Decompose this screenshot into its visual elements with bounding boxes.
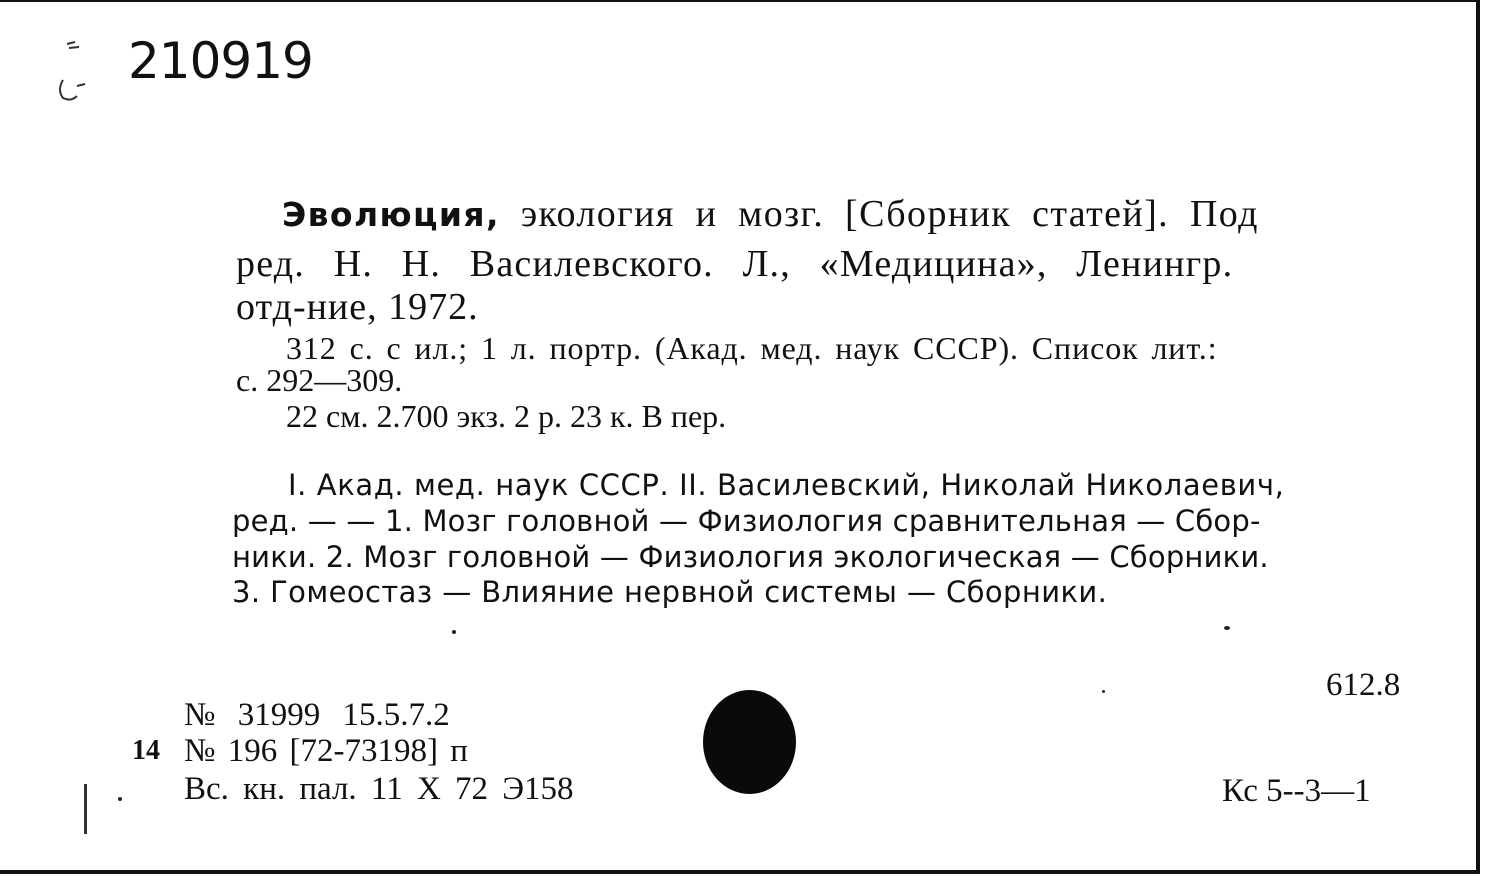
title-line-2: ред. Н. Н. Василевского. Л., «Медицина», Ленингр. (236, 243, 1234, 285)
title-line-3: отд-ние, 1972. (236, 286, 479, 328)
physical-description-line-3: 22 см. 2.700 экз. 2 р. 23 к. В пер. (286, 398, 727, 434)
title-lead-word: Эволюция, (282, 195, 500, 234)
tracings-line-2: ред. — — 1. Мозг головной — Физиология сравнительная — Сбор- (232, 504, 1261, 538)
title-line-1 (282, 192, 1259, 236)
tracings-line-3: ники. 2. Мозг головной — Физиология экологическая — Сборники. (232, 540, 1269, 574)
tracings-line-1: I. Акад. мед. наук СССР. II. Василевский, Николай Николаевич, (288, 468, 1285, 502)
margin-rule (84, 784, 87, 834)
tracings-line-4: 3. Гомеостаз — Влияние нервной системы — Сборники. (232, 575, 1108, 609)
physical-description-line-1: 312 с. с ил.; 1 л. портр. (Акад. мед. наук СССР). Список лит.: (286, 330, 1218, 366)
record-line-2-prefix: 14 (132, 735, 160, 766)
record-line-3: Вс. кн. пал. 11 X 72 Э158 (184, 771, 574, 807)
dust-speck (1102, 690, 1105, 693)
punch-hole (703, 690, 796, 794)
dust-speck (452, 630, 456, 634)
dust-speck (118, 797, 122, 801)
record-line-1: № 31999 15.5.7.2 (184, 697, 450, 733)
dust-speck (1224, 626, 1230, 630)
classification-number: 612.8 (1326, 667, 1401, 703)
title-rest: экология и мозг. [Сборник статей]. Под (520, 193, 1259, 235)
record-line-2: № 196 [72-73198] п (184, 733, 468, 769)
physical-description-line-2: с. 292—309. (236, 362, 403, 398)
accession-number: 210919 (128, 32, 313, 90)
handwritten-mark-icon (55, 40, 95, 104)
cutter-number: Кс 5--3—1 (1222, 773, 1371, 809)
